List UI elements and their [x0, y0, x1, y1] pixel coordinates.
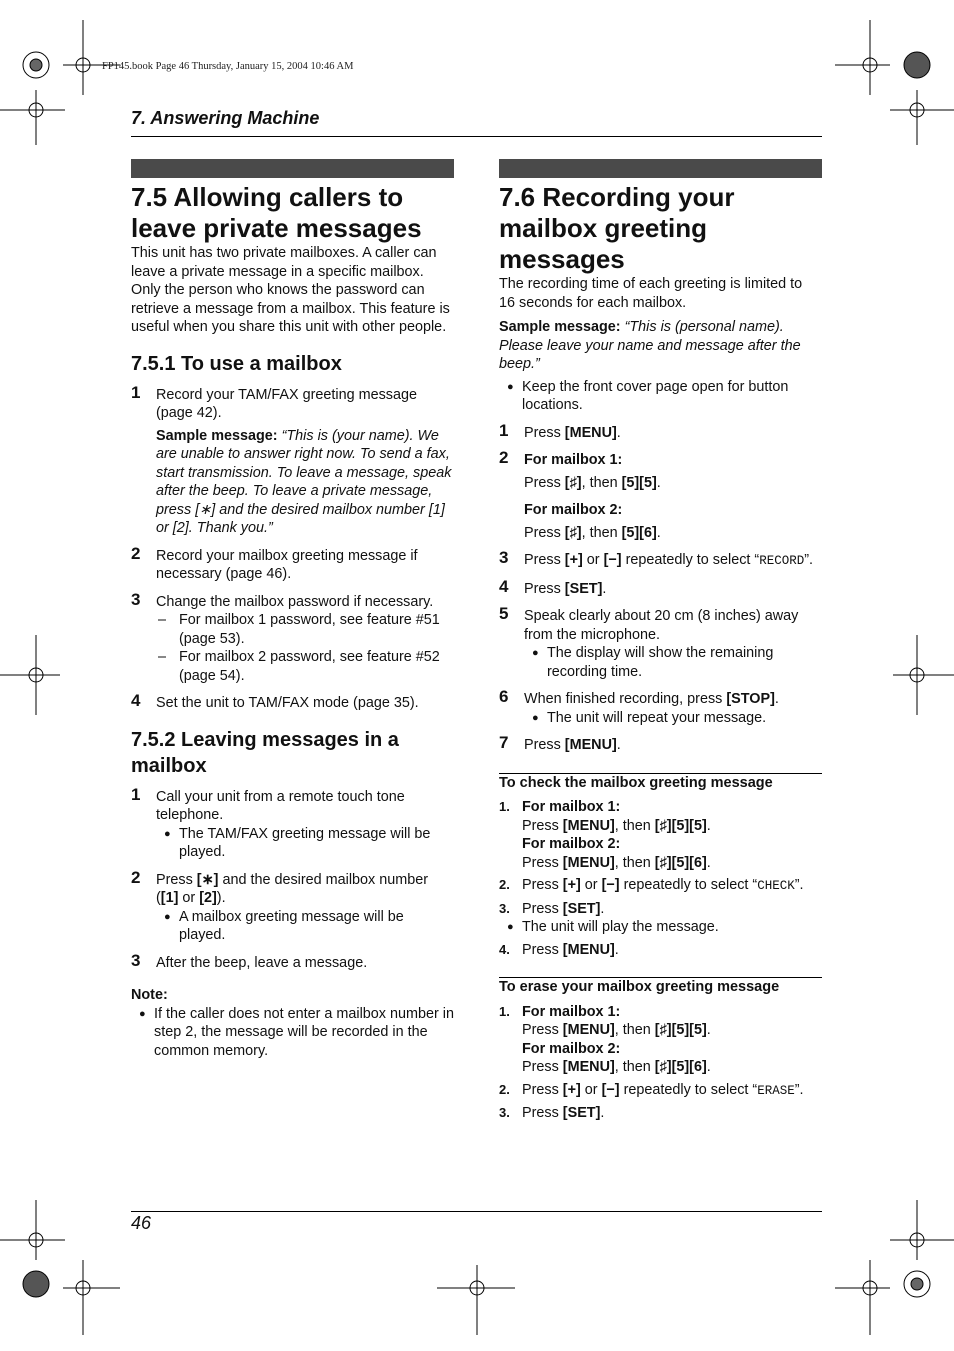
check-step-2: 2. Press [+] or [−] repeatedly to select “CHECK”. — [499, 877, 804, 893]
step-1: 1 Record your TAM/FAX greeting message (page 42). Sample message: “This is (your name). We are unable to answer right now. To send a fax, start transmission. To leave a message, speak after the beep. To leave a private message, press [∗] and the desired mailbox number [1] or [2]. Thank you.” — [131, 386, 454, 538]
left-column — [131, 182, 454, 1060]
step-6: 6 When finished recording, press [STOP]. ● The unit will repeat your message. — [499, 687, 779, 726]
step-4: 4 Press [SET]. — [499, 576, 607, 597]
step-3: 3 Press [+] or [−] repeatedly to select “RECORD”. — [499, 548, 813, 568]
right-section-bar — [499, 159, 822, 178]
check-title: To check the mailbox greeting message — [499, 774, 773, 791]
step-1: 1 Call your unit from a remote touch tone telephone. ● The TAM/FAX greeting message will be played. — [131, 784, 431, 860]
sample-message: Sample message: “This is (personal name). Please leave your name and message after the beep.” — [499, 319, 801, 372]
section-7-6-intro: The recording time of each greeting is limited to 16 seconds for each mailbox. — [499, 276, 803, 311]
step-7: 7 Press [MENU]. — [499, 733, 621, 753]
step-4: 4 Set the unit to TAM/FAX mode (page 35). — [131, 691, 419, 711]
check-step-1: 1. For mailbox 1: Press [MENU], then [♯][5][5]. For mailbox 2: Press [MENU], then [♯][5][6]. — [499, 799, 711, 871]
check-step-3: 3. Press [SET]. ● The unit will play the message. — [499, 900, 719, 935]
step-2: 2 Record your mailbox greeting message if necessary (page 46). — [131, 543, 418, 582]
section-7-5-intro: This unit has two private mailboxes. A caller can leave a private message in a specific mailbox. Only the person who knows the password can retrieve a message from a mailbox. This feature is useful when you share this unit with other people. — [131, 245, 450, 335]
footer-rule — [131, 1211, 822, 1212]
erase-step-1: 1. For mailbox 1: Press [MENU], then [♯][5][5]. For mailbox 2: Press [MENU], then [♯][5][6]. — [499, 1003, 711, 1075]
subsection-7-5-2-title: 7.5.2 Leaving messages in a mailbox — [131, 728, 399, 777]
step-1: 1 Press [MENU]. — [499, 420, 621, 441]
sample-message: Sample message: “This is (your name). We are unable to answer right now. To send a fax, start transmission. To leave a message, speak after the beep. To leave a private message, press [∗] and the desired mailbox number [1] or [2]. Thank you.” — [156, 427, 452, 536]
note-label: Note: — [131, 987, 168, 1003]
step-2: 2 Press [∗] and the desired mailbox number ([1] or [2]). ● A mailbox greeting message will be played. — [131, 867, 429, 943]
subsection-7-5-1-title: 7.5.1 To use a mailbox — [131, 352, 342, 375]
header-rule — [131, 136, 822, 137]
section-7-6-title: 7.6 Recording your mailbox greeting messages — [499, 182, 735, 274]
erase-title: To erase your mailbox greeting message — [499, 979, 780, 995]
step-2: 2 For mailbox 1: Press [♯], then [5][5]. For mailbox 2: Press [♯], then [5][6]. — [499, 448, 661, 541]
section-7-5-title: 7.5 Allowing callers to leave private messages — [131, 182, 422, 243]
page-number: 46 — [131, 1213, 152, 1233]
erase-step-2: 2. Press [+] or [−] repeatedly to select “ERASE”. — [499, 1081, 804, 1098]
erase-step-3: 3. Press [SET]. — [499, 1105, 605, 1121]
note-text: ● If the caller does not enter a mailbox number in step 2, the message will be recorded in the common memory. — [139, 1005, 454, 1059]
check-step-4: 4. Press [MENU]. — [499, 941, 619, 958]
print-header: FP145.book Page 46 Thursday, January 15, 2004 10:46 AM — [102, 61, 354, 72]
left-section-bar — [131, 159, 454, 178]
step-5: 5 Speak clearly about 20 cm (8 inches) away from the microphone. ● The display will show the remaining recording time. — [499, 604, 799, 680]
step-3: 3 Change the mailbox password if necessary. – For mailbox 1 password, see feature #51 (page 53). – For mailbox 2 password, see feature #52 (page 54). — [131, 589, 440, 684]
bullet-cover: ● Keep the front cover page open for button locations. — [507, 378, 789, 413]
chapter-title: 7. Answering Machine — [131, 108, 320, 128]
right-column — [499, 182, 822, 1123]
step-3: 3 After the beep, leave a message. — [131, 950, 368, 971]
